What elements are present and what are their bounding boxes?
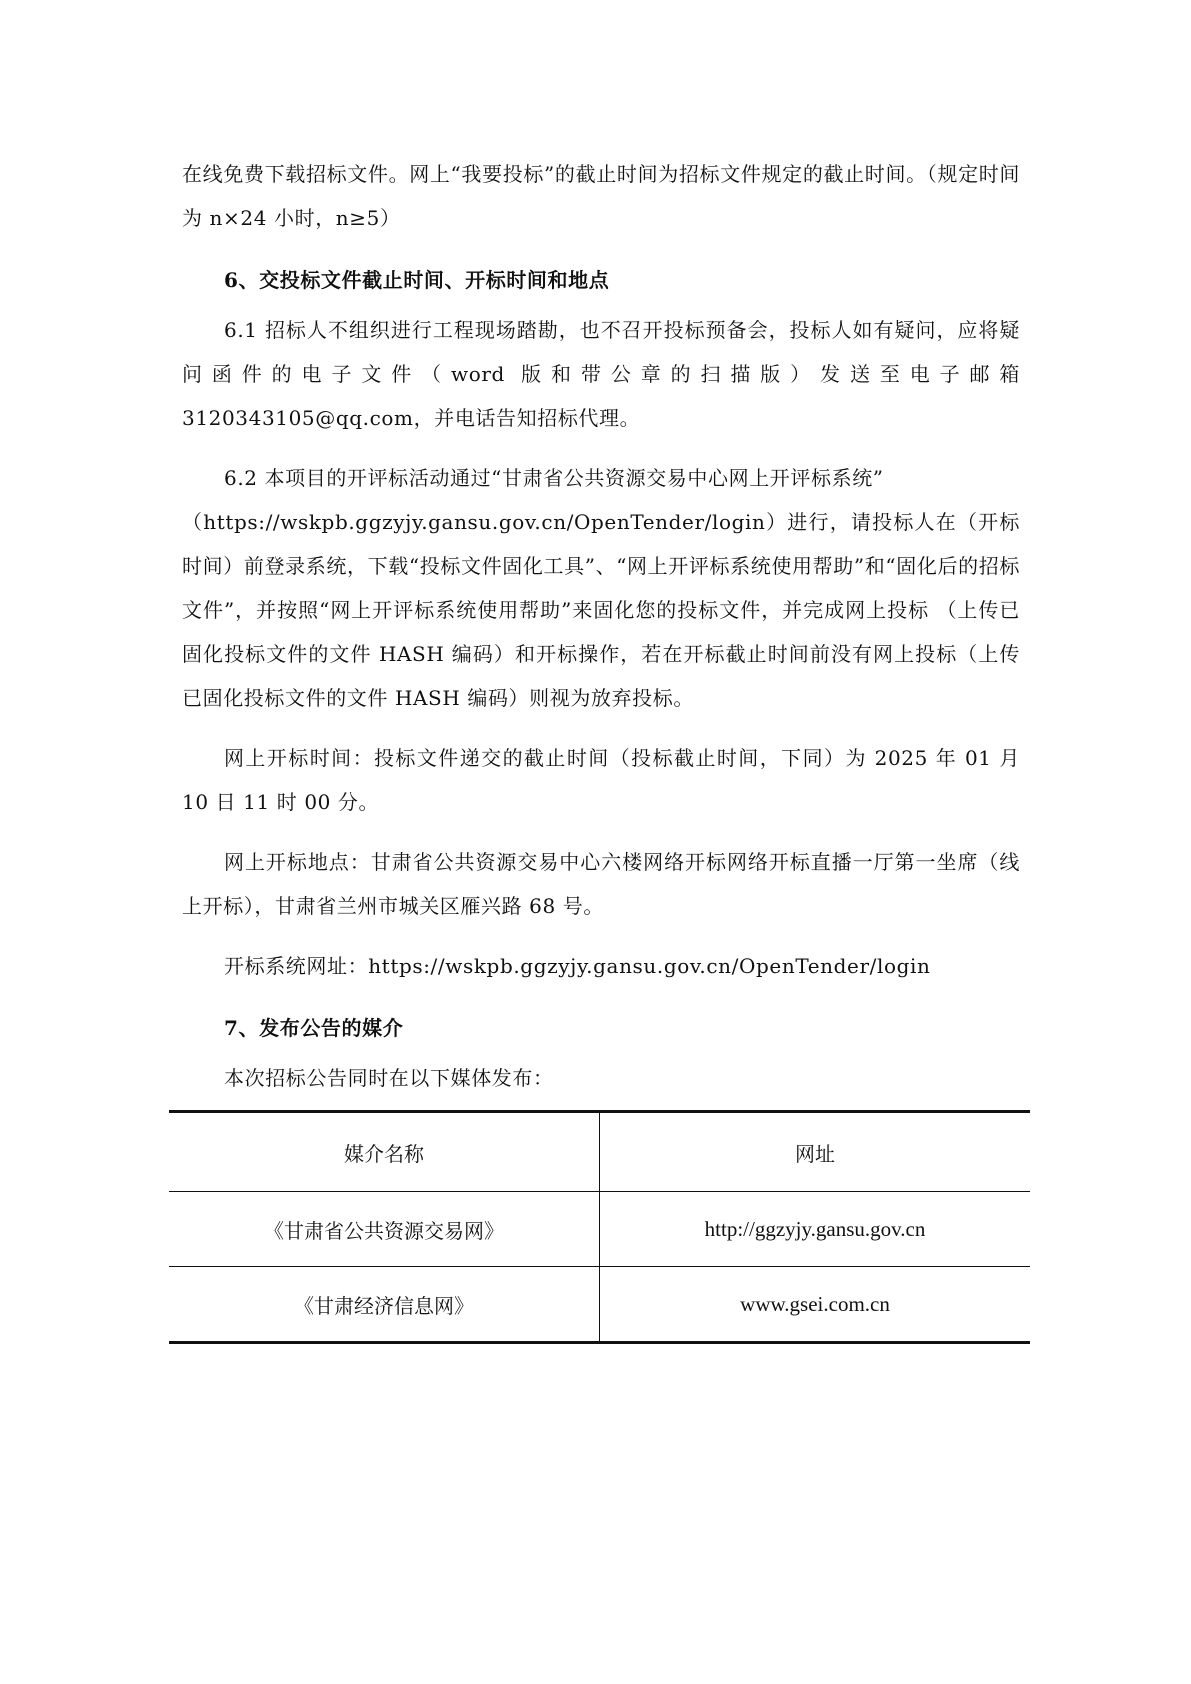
media-table [169,1110,1030,1344]
table-row [169,1192,1030,1267]
media-intro: 本次招标公告同时在以下媒体发布： [224,1066,554,1090]
continued-paragraph: 在线免费下载招标文件。网上“我要投标”的截止时间为招标文件规定的截止时间。（规定时间为 n×24 小时，n≥5） [182,162,1020,230]
section-7-heading: 7、发布公告的媒介 [224,1016,404,1040]
paragraph-6-1: 6.1 招标人不组织进行工程现场踏勘，也不召开投标预备会，投标人如有疑问，应将疑问函件的电子文件（word 版和带公章的扫描版）发送至电子邮箱 3120343105@qq.com，并电话告知招标代理。 [182,318,1020,430]
open-place-paragraph: 网上开标地点：甘肃省公共资源交易中心六楼网络开标网络开标直播一厅第一坐席（线上开标），甘肃省兰州市城关区雁兴路 68 号。 [182,850,1020,918]
paragraph-6-2-intro: 6.2 本项目的开评标活动通过“甘肃省公共资源交易中心网上开评标系统” [224,466,884,490]
table-header-row [169,1112,1030,1192]
media-name-cell: 《甘肃经济信息网》 [169,1267,600,1343]
system-url-paragraph: 开标系统网址：https://wskpb.ggzyjy.gansu.gov.cn/OpenTender/login [224,954,931,978]
table-row [169,1267,1030,1343]
document-body [182,152,1020,1100]
header-media-name: 媒介名称 [169,1112,600,1192]
media-url-cell: www.gsei.com.cn [740,1291,890,1316]
paragraph-6-2-body: （https://wskpb.ggzyjy.gansu.gov.cn/OpenTender/login）进行，请投标人在（开标时间）前登录系统，下载“投标文件固化工具”、“网上开评标系统使用帮助”和“固化后的招标文件”，并按照“网上开评标系统使用帮助”来固化您的投标文件，并完成网上投标 （上传已固化投标文件的文件 HASH 编码）和开标操作，若在开标截止时间前没有网上投标（上传已固化投标文件的文件 HASH 编码）则视为放弃投标。 [182,510,1020,710]
section-6-heading: 6、交投标文件截止时间、开标时间和地点 [224,268,610,292]
open-time-paragraph: 网上开标时间：投标文件递交的截止时间（投标截止时间，下同）为 2025 年 01 月 10 日 11 时 00 分。 [182,746,1020,814]
media-url-cell: http://ggzyjy.gansu.gov.cn [600,1192,1031,1267]
media-name-cell: 《甘肃省公共资源交易网》 [169,1192,600,1267]
header-url: 网址 [600,1112,1031,1192]
